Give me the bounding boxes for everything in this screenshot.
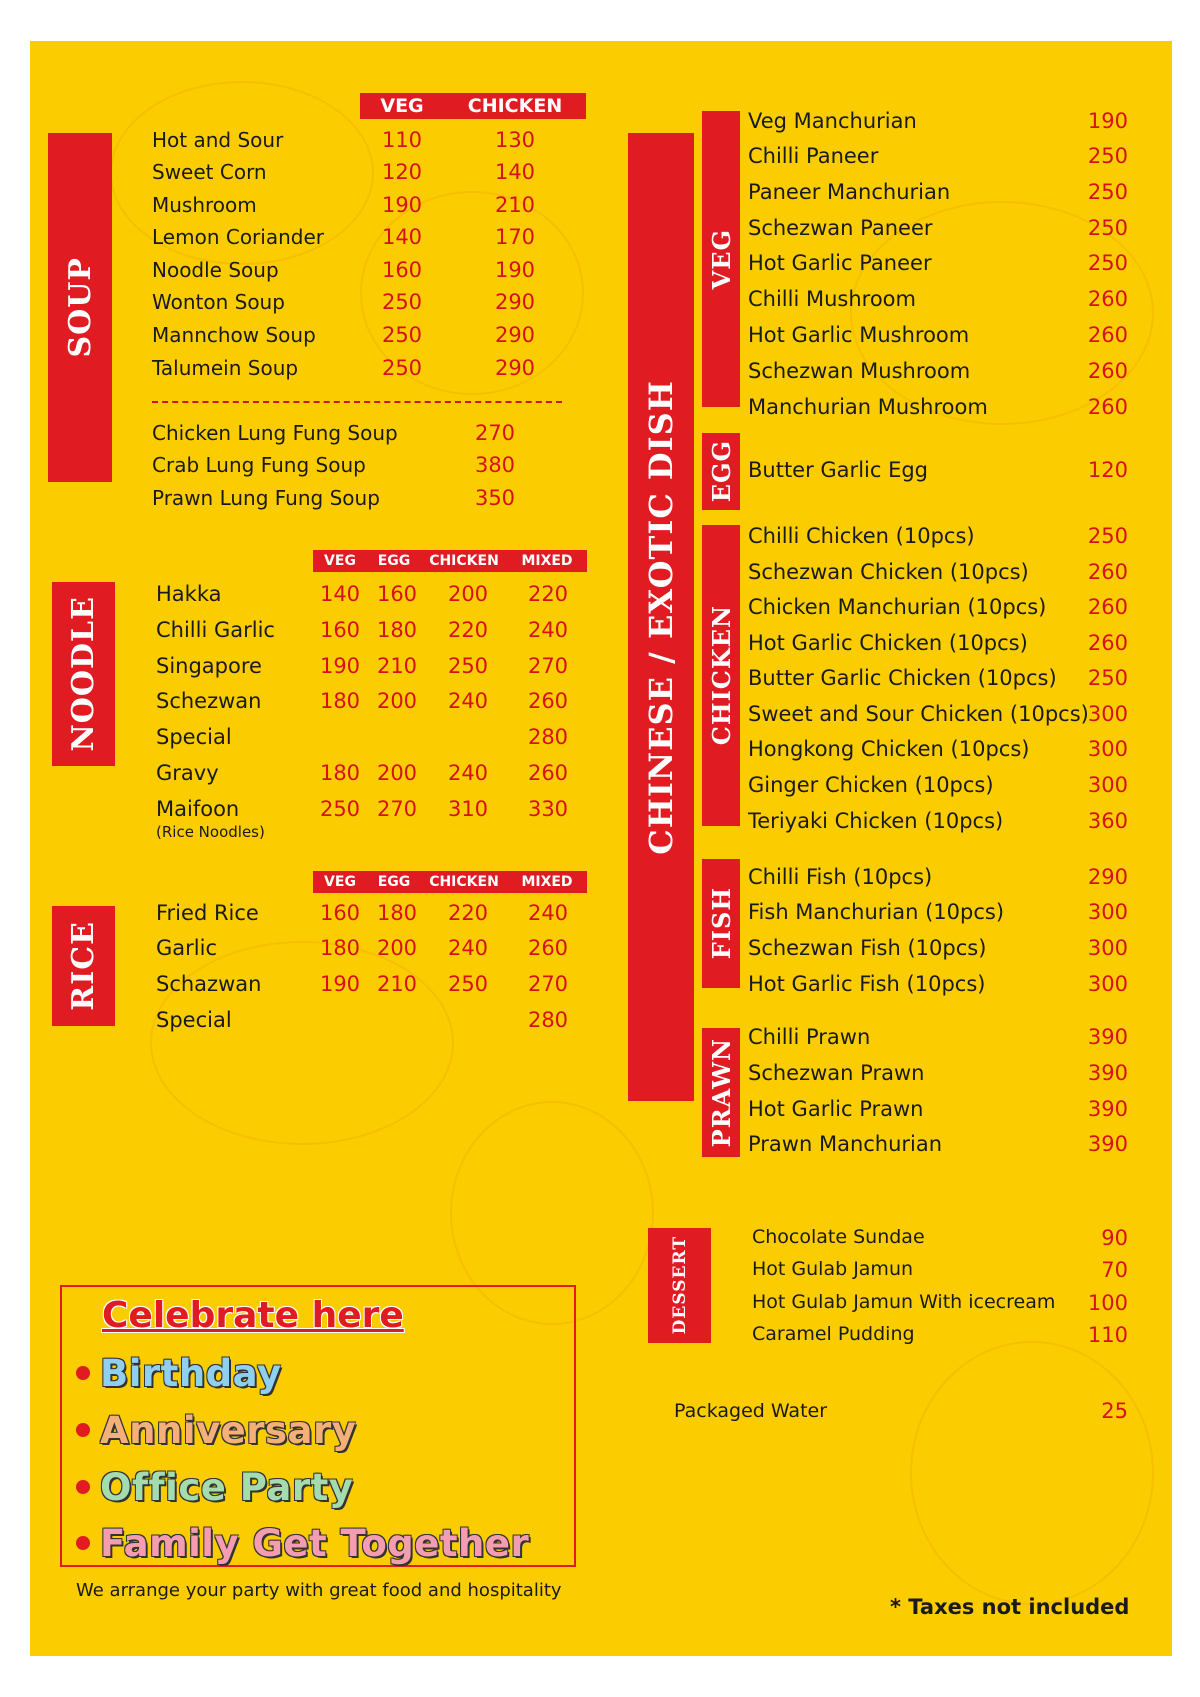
soup-item-veg-price: 190: [381, 193, 423, 217]
rice-item-price: 240: [447, 936, 489, 960]
chinese-item-name: Hot Garlic Chicken (10pcs): [748, 631, 1028, 655]
noodle-item-name: Hakka: [156, 582, 222, 606]
chinese-item-price: 260: [1087, 560, 1128, 584]
noodle-item-price: 240: [527, 618, 569, 642]
noodle-item-name: Singapore: [156, 654, 262, 678]
chinese-item-price: 250: [1087, 216, 1128, 240]
celebrate-title: Celebrate here: [102, 1295, 404, 1336]
dessert-item-price: 70: [1101, 1258, 1128, 1282]
chinese-egg-tab: EGG: [702, 433, 740, 510]
soup-item-name: Sweet Corn: [152, 160, 267, 184]
soup-item-chicken-price: 210: [494, 193, 536, 217]
bullet-icon: [76, 1480, 90, 1494]
chinese-item-price: 390: [1087, 1097, 1128, 1121]
celebrate-box: [60, 1285, 576, 1567]
rice-header-egg: EGG: [377, 874, 411, 890]
noodle-item-price: 190: [319, 654, 361, 678]
chinese-item-name: Schezwan Fish (10pcs): [748, 936, 987, 960]
chinese-item-price: 260: [1087, 359, 1128, 383]
chinese-item-price: 250: [1087, 144, 1128, 168]
rice-item-price: 240: [527, 901, 569, 925]
soup-item-veg-price: 140: [381, 225, 423, 249]
chinese-item-price: 360: [1087, 809, 1128, 833]
rice-header-chicken: CHICKEN: [429, 874, 499, 890]
noodle-item-price: 240: [447, 761, 489, 785]
noodle-item-price: 280: [527, 725, 569, 749]
soup-price-header: [360, 93, 586, 119]
soup-item-chicken-price: 290: [494, 323, 536, 347]
menu-page: [30, 41, 1172, 1656]
celebrate-item: [76, 1521, 529, 1565]
soup-special-price: 350: [474, 486, 516, 510]
chinese-item-name: Ginger Chicken (10pcs): [748, 773, 994, 797]
noodle-item-note: (Rice Noodles): [156, 823, 265, 841]
rice-section-tab: RICE: [52, 906, 115, 1026]
water-item-name: Packaged Water: [674, 1400, 828, 1422]
chinese-item-price: 260: [1087, 395, 1128, 419]
rice-item-price: 260: [527, 936, 569, 960]
chinese-item-price: 290: [1087, 865, 1128, 889]
dessert-item-name: Hot Gulab Jamun With icecream: [752, 1291, 1056, 1313]
soup-item-chicken-price: 290: [494, 290, 536, 314]
chinese-item-name: Schezwan Mushroom: [748, 359, 971, 383]
celebrate-office-party: Office Party: [100, 1465, 354, 1509]
noodle-item-price: 160: [376, 582, 418, 606]
taxes-note: * Taxes not included: [890, 1595, 1130, 1619]
rice-item-price: 270: [527, 972, 569, 996]
chinese-veg-tab: VEG: [702, 111, 740, 407]
rice-item-price: 250: [447, 972, 489, 996]
soup-special-name: Prawn Lung Fung Soup: [152, 486, 380, 510]
chinese-item-name: Manchurian Mushroom: [748, 395, 988, 419]
rice-item-name: Schazwan: [156, 972, 262, 996]
noodle-item-price: 180: [319, 761, 361, 785]
noodle-item-price: 180: [319, 689, 361, 713]
rice-item-price: 200: [376, 936, 418, 960]
chinese-section-tab: CHINESE / EXOTIC DISH: [628, 133, 694, 1101]
chinese-item-price: 260: [1087, 595, 1128, 619]
noodle-section-tab: NOODLE: [52, 582, 115, 766]
noodle-header-egg: EGG: [377, 553, 411, 569]
chinese-item-price: 300: [1087, 773, 1128, 797]
celebrate-birthday: Birthday: [100, 1351, 282, 1395]
noodle-item-price: 200: [447, 582, 489, 606]
soup-item-name: Noodle Soup: [152, 258, 279, 282]
soup-section-tab: SOUP: [48, 133, 112, 482]
chinese-item-name: Chilli Mushroom: [748, 287, 916, 311]
noodle-item-price: 260: [527, 689, 569, 713]
noodle-item-name: Special: [156, 725, 232, 749]
noodle-item-price: 180: [376, 618, 418, 642]
dessert-item-name: Caramel Pudding: [752, 1323, 915, 1345]
soup-item-chicken-price: 130: [494, 128, 536, 152]
noodle-item-name: Maifoon: [156, 797, 240, 821]
chinese-item-name: Hongkong Chicken (10pcs): [748, 737, 1030, 761]
soup-item-veg-price: 120: [381, 160, 423, 184]
noodle-item-price: 220: [527, 582, 569, 606]
dessert-item-price: 100: [1087, 1291, 1128, 1315]
chinese-item-name: Veg Manchurian: [748, 109, 917, 133]
chinese-item-name: Hot Garlic Mushroom: [748, 323, 970, 347]
noodle-item-price: 330: [527, 797, 569, 821]
soup-item-veg-price: 110: [381, 128, 423, 152]
chinese-item-price: 300: [1087, 972, 1128, 996]
chinese-item-name: Schezwan Prawn: [748, 1061, 925, 1085]
rice-item-name: Garlic: [156, 936, 217, 960]
celebrate-item: [76, 1351, 282, 1395]
chinese-item-price: 390: [1087, 1061, 1128, 1085]
chinese-item-price: 300: [1087, 900, 1128, 924]
soup-item-veg-price: 160: [381, 258, 423, 282]
rice-item-name: Special: [156, 1008, 232, 1032]
chinese-item-price: 390: [1087, 1025, 1128, 1049]
chinese-item-price: 390: [1087, 1132, 1128, 1156]
noodle-item-price: 200: [376, 761, 418, 785]
soup-item-chicken-price: 170: [494, 225, 536, 249]
noodle-item-name: Gravy: [156, 761, 219, 785]
rice-header-veg: VEG: [324, 874, 356, 890]
noodle-item-price: 140: [319, 582, 361, 606]
celebrate-family: Family Get Together: [100, 1521, 530, 1565]
chinese-item-name: Prawn Manchurian: [748, 1132, 943, 1156]
bullet-icon: [76, 1366, 90, 1380]
celebrate-item: [76, 1465, 353, 1509]
chinese-item-name: Chilli Chicken (10pcs): [748, 524, 975, 548]
noodle-header-chicken: CHICKEN: [429, 553, 499, 569]
chinese-item-price: 260: [1087, 323, 1128, 347]
chinese-item-price: 250: [1087, 666, 1128, 690]
chinese-item-name: Schezwan Paneer: [748, 216, 933, 240]
bullet-icon: [76, 1536, 90, 1550]
soup-divider: [152, 401, 562, 403]
chinese-item-price: 190: [1087, 109, 1128, 133]
chinese-item-price: 300: [1087, 936, 1128, 960]
chinese-item-price: 120: [1087, 458, 1128, 482]
chinese-item-price: 250: [1087, 180, 1128, 204]
noodle-item-price: 250: [319, 797, 361, 821]
chinese-item-name: Chilli Fish (10pcs): [748, 865, 933, 889]
chinese-item-name: Paneer Manchurian: [748, 180, 951, 204]
soup-item-name: Mannchow Soup: [152, 323, 316, 347]
chinese-item-name: Hot Garlic Fish (10pcs): [748, 972, 986, 996]
dessert-item-name: Hot Gulab Jamun: [752, 1258, 914, 1280]
chinese-item-price: 250: [1087, 251, 1128, 275]
soup-item-veg-price: 250: [381, 323, 423, 347]
rice-price-header: [313, 871, 587, 893]
chinese-item-name: Chilli Prawn: [748, 1025, 871, 1049]
noodle-item-price: 310: [447, 797, 489, 821]
rice-item-price: 160: [319, 901, 361, 925]
soup-header-veg: VEG: [380, 94, 424, 117]
soup-special-price: 270: [474, 421, 516, 445]
chinese-prawn-tab: PRAWN: [702, 1028, 740, 1157]
noodle-item-price: 220: [447, 618, 489, 642]
dessert-item-name: Chocolate Sundae: [752, 1226, 925, 1248]
celebrate-item: [76, 1408, 356, 1452]
chinese-item-name: Fish Manchurian (10pcs): [748, 900, 1005, 924]
noodle-item-name: Schezwan: [156, 689, 262, 713]
soup-special-price: 380: [474, 453, 516, 477]
noodle-header-veg: VEG: [324, 553, 356, 569]
rice-item-price: 180: [376, 901, 418, 925]
bullet-icon: [76, 1423, 90, 1437]
soup-item-chicken-price: 290: [494, 356, 536, 380]
chinese-item-price: 250: [1087, 524, 1128, 548]
soup-item-chicken-price: 140: [494, 160, 536, 184]
noodle-item-price: 200: [376, 689, 418, 713]
chinese-item-name: Hot Garlic Prawn: [748, 1097, 924, 1121]
celebrate-anniversary: Anniversary: [100, 1408, 357, 1452]
soup-item-name: Talumein Soup: [152, 356, 299, 380]
soup-item-chicken-price: 190: [494, 258, 536, 282]
soup-item-name: Hot and Sour: [152, 128, 284, 152]
rice-item-price: 180: [319, 936, 361, 960]
noodle-header-mixed: MIXED: [521, 553, 573, 569]
soup-header-chicken: CHICKEN: [467, 94, 563, 117]
soup-item-veg-price: 250: [381, 356, 423, 380]
noodle-item-price: 250: [447, 654, 489, 678]
rice-item-price: 280: [527, 1008, 569, 1032]
soup-special-name: Crab Lung Fung Soup: [152, 453, 366, 477]
noodle-item-price: 160: [319, 618, 361, 642]
chinese-item-name: Schezwan Chicken (10pcs): [748, 560, 1029, 584]
noodle-item-price: 240: [447, 689, 489, 713]
chinese-chicken-tab: CHICKEN: [702, 525, 740, 826]
soup-special-name: Chicken Lung Fung Soup: [152, 421, 398, 445]
rice-item-name: Fried Rice: [156, 901, 259, 925]
dessert-item-price: 90: [1101, 1226, 1128, 1250]
chinese-item-name: Teriyaki Chicken (10pcs): [748, 809, 1004, 833]
dessert-section-tab: DESSERT: [648, 1228, 711, 1343]
celebrate-tagline: We arrange your party with great food and hospitality: [76, 1580, 562, 1601]
soup-item-name: Mushroom: [152, 193, 257, 217]
chinese-item-price: 300: [1087, 702, 1128, 726]
rice-item-price: 220: [447, 901, 489, 925]
noodle-item-price: 260: [527, 761, 569, 785]
soup-item-name: Wonton Soup: [152, 290, 285, 314]
chinese-item-price: 260: [1087, 287, 1128, 311]
rice-header-mixed: MIXED: [521, 874, 573, 890]
chinese-item-price: 260: [1087, 631, 1128, 655]
chinese-item-name: Chilli Paneer: [748, 144, 879, 168]
soup-item-veg-price: 250: [381, 290, 423, 314]
chinese-item-name: Butter Garlic Chicken (10pcs): [748, 666, 1057, 690]
dessert-item-price: 110: [1087, 1323, 1128, 1347]
noodle-price-header: [313, 550, 587, 572]
chinese-fish-tab: FISH: [702, 859, 740, 988]
water-item-price: 25: [1101, 1399, 1128, 1423]
chinese-item-name: Chicken Manchurian (10pcs): [748, 595, 1047, 619]
chinese-item-price: 300: [1087, 737, 1128, 761]
noodle-item-name: Chilli Garlic: [156, 618, 275, 642]
chinese-item-name: Sweet and Sour Chicken (10pcs): [748, 702, 1089, 726]
noodle-item-price: 270: [527, 654, 569, 678]
soup-item-name: Lemon Coriander: [152, 225, 324, 249]
rice-item-price: 190: [319, 972, 361, 996]
rice-item-price: 210: [376, 972, 418, 996]
noodle-item-price: 270: [376, 797, 418, 821]
chinese-item-name: Butter Garlic Egg: [748, 458, 929, 482]
noodle-item-price: 210: [376, 654, 418, 678]
chinese-item-name: Hot Garlic Paneer: [748, 251, 932, 275]
